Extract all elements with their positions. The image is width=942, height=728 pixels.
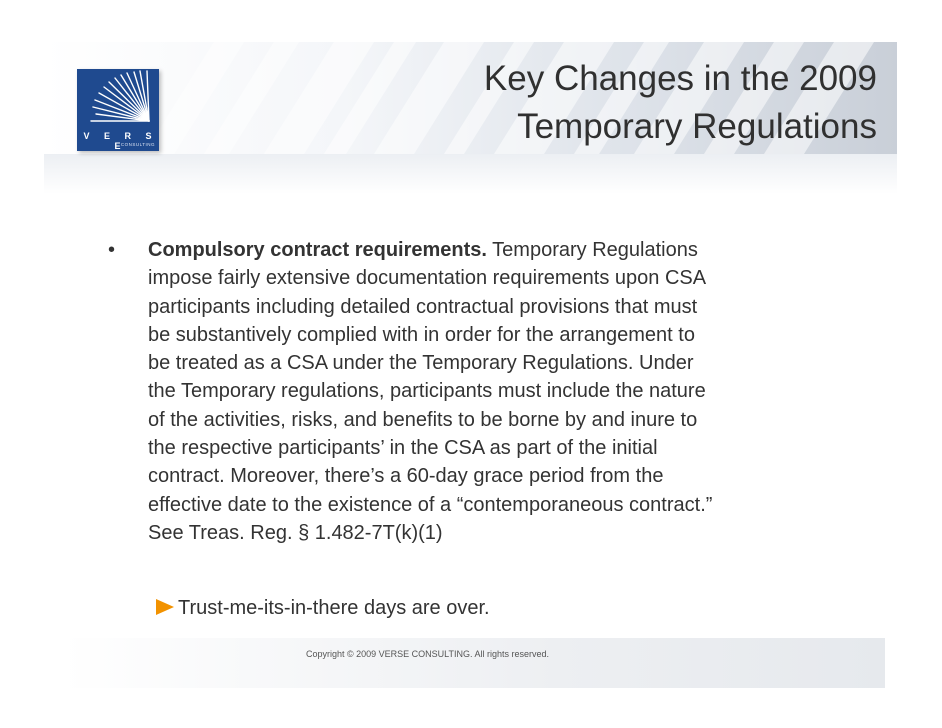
bullet-line: contract. Moreover, there’s a 60-day grace period from the (148, 465, 664, 488)
slide-title (484, 55, 877, 151)
sub-point (156, 594, 490, 622)
bullet-line: be treated as a CSA under the Temporary Regulations. Under (148, 352, 694, 375)
bullet-first-line-rest: Temporary Regulations (486, 239, 698, 261)
bullet-line: the Temporary regulations, participants must include the nature (148, 380, 706, 403)
bullet-line: the respective participants’ in the CSA as part of the initial (148, 437, 658, 460)
orange-arrow-icon (156, 599, 174, 615)
sub-point-text: Trust-me-its-in-there days are over. (178, 597, 490, 619)
bullet-lead: Compulsory contract requirements. (148, 239, 487, 261)
copyright-text: Copyright © 2009 VERSE CONSULTING. All rights reserved. (306, 649, 550, 659)
bullet-line: See Treas. Reg. § 1.482-7T(k)(1) (148, 521, 443, 544)
bullet-line: impose fairly extensive documentation requirements upon CSA (148, 267, 707, 290)
title-line-1: Key Changes in the 2009 (483, 59, 877, 98)
bullet-line: be substantively complied with in order for the arrangement to (148, 323, 695, 346)
slide (44, 42, 897, 688)
bullet-line: effective date to the existence of a “contemporaneous contract.” (148, 493, 713, 516)
bullet-line-0 (148, 236, 838, 264)
bullet-line: participants including detailed contractual provisions that must (148, 295, 698, 318)
verse-consulting-logo (77, 69, 159, 151)
bullet-item (148, 236, 838, 547)
header-underlay (44, 154, 897, 194)
logo-submark: CONSULTING (120, 142, 155, 147)
bullet-marker: • (108, 239, 116, 261)
title-line-2: Temporary Regulations (517, 107, 877, 146)
footer (62, 638, 885, 688)
bullet-line: of the activities, risks, and benefits to be borne by and inure to (148, 408, 698, 431)
logo-wordmark: V E R S E (83, 131, 158, 151)
